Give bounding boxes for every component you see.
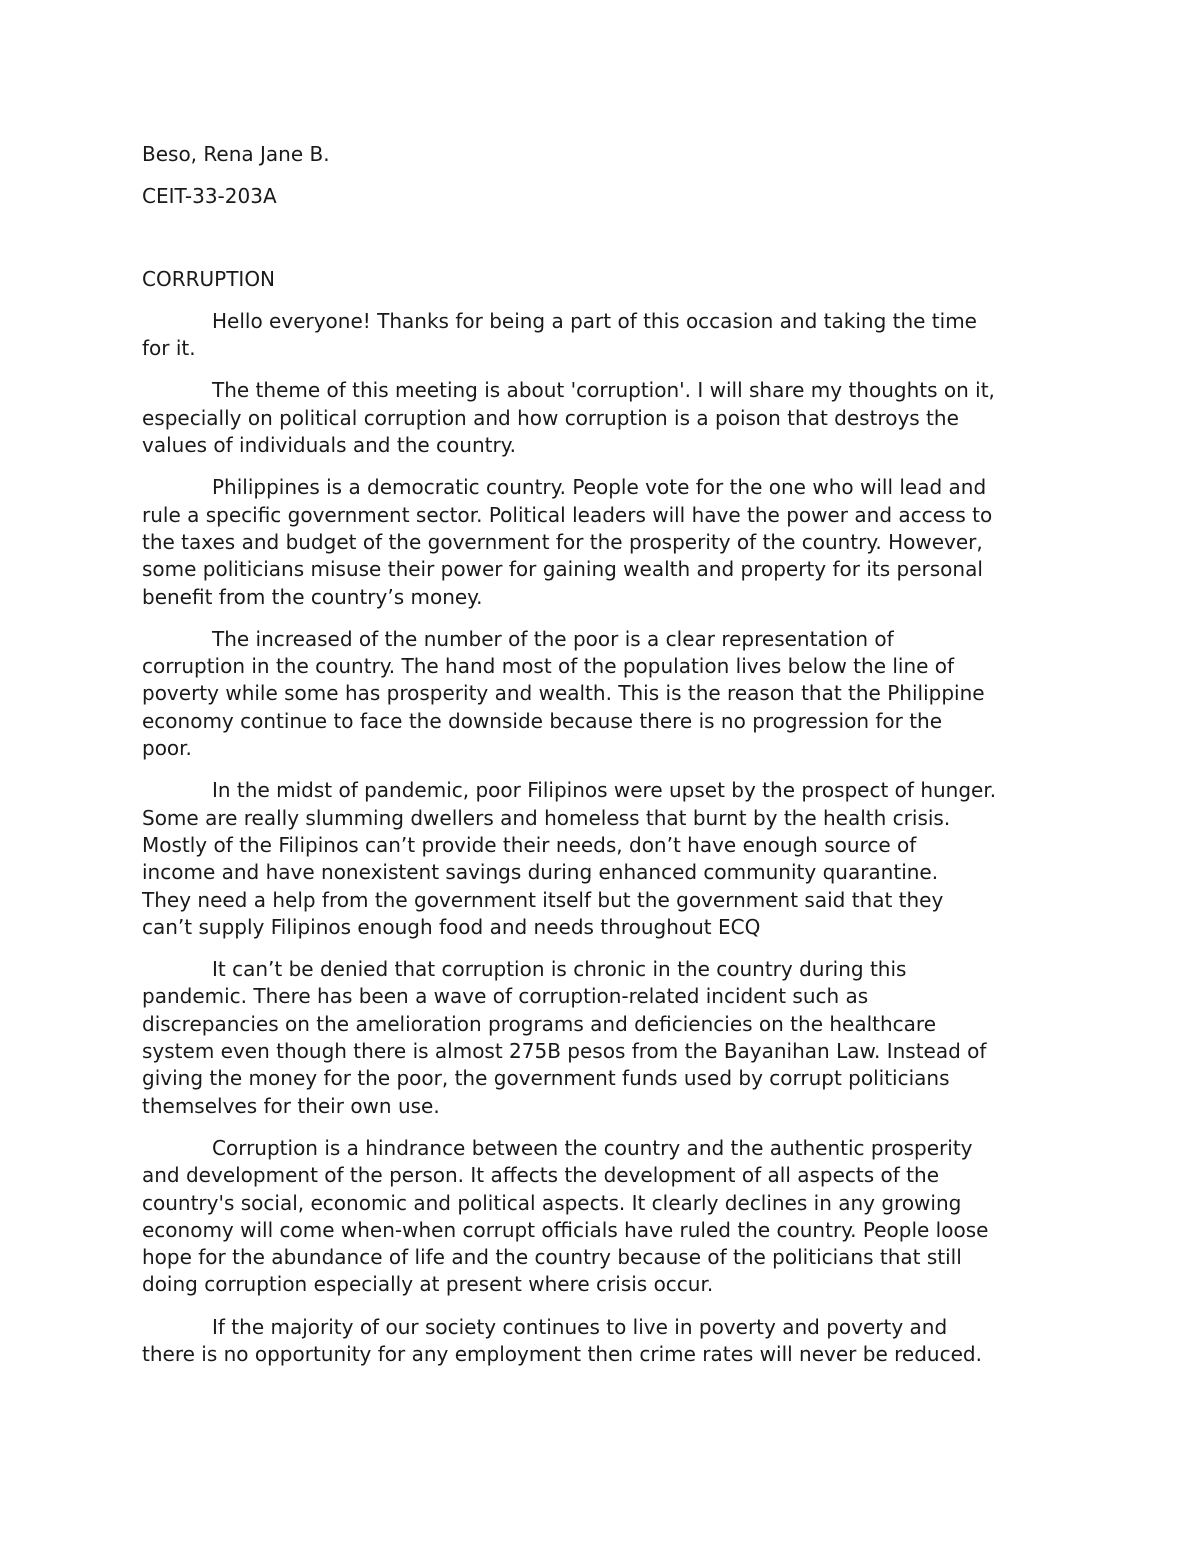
paragraph <box>142 474 1062 610</box>
author-name: Beso, Rena Jane B. <box>142 142 330 166</box>
paragraph-line: doing corruption especially at present where crisis occur. <box>142 1272 714 1297</box>
paragraph-line: Hello everyone! Thanks for being a part of this occasion and taking the time <box>212 308 977 333</box>
paragraph-line: hope for the abundance of life and the country because of the politicians that still <box>142 1245 962 1270</box>
paragraph-line: income and have nonexistent savings during enhanced community quarantine. <box>142 860 939 885</box>
paragraph <box>142 1314 1062 1369</box>
paragraph <box>142 956 1062 1120</box>
paragraph-line: can’t supply Filipinos enough food and needs throughout ECQ <box>142 914 761 939</box>
paragraph-line: corruption in the country. The hand most of the population lives below the line of <box>142 654 955 679</box>
paragraph-line: economy will come when-when corrupt officials have ruled the country. People loose <box>142 1217 989 1242</box>
paragraph <box>142 1135 1062 1299</box>
paragraph-list <box>142 308 1062 1368</box>
paragraph-line: system even though there is almost 275B pesos from the Bayanihan Law. Instead of <box>142 1039 987 1064</box>
paragraph-line: They need a help from the government itself but the government said that they <box>142 887 944 912</box>
paragraph-line: the taxes and budget of the government for the prosperity of the country. However, <box>142 529 983 554</box>
paragraph-line: pandemic. There has been a wave of corruption-related incident such as <box>142 984 869 1009</box>
paragraph-line: benefit from the country’s money. <box>142 584 483 609</box>
paragraph-line: values of individuals and the country. <box>142 433 517 458</box>
paragraph-line: poverty while some has prosperity and wealth. This is the reason that the Philippine <box>142 681 985 706</box>
paragraph-line: and development of the person. It affects the development of all aspects of the <box>142 1163 939 1188</box>
paragraph-line: Philippines is a democratic country. People vote for the one who will lead and <box>212 475 987 500</box>
paragraph-line: Corruption is a hindrance between the country and the authentic prosperity <box>212 1135 973 1160</box>
paragraph-line: giving the money for the poor, the government funds used by corrupt politicians <box>142 1066 950 1091</box>
paragraph-line: In the midst of pandemic, poor Filipinos were upset by the prospect of hunger. <box>212 778 997 803</box>
paragraph <box>142 777 1062 941</box>
paragraph-line: especially on political corruption and how corruption is a poison that destroys the <box>142 405 959 430</box>
paragraph-line: rule a specific government sector. Political leaders will have the power and access to <box>142 502 993 527</box>
paragraph-line: Some are really slumming dwellers and homeless that burnt by the health crisis. <box>142 805 951 830</box>
paragraph-line: poor. <box>142 736 192 761</box>
paragraph-line: The increased of the number of the poor is a clear representation of <box>212 626 894 651</box>
paragraph-line: discrepancies on the amelioration programs and deficiencies on the healthcare <box>142 1011 937 1036</box>
paragraph-line: themselves for their own use. <box>142 1093 440 1118</box>
paragraph <box>142 308 1062 363</box>
document-body <box>142 141 1062 1383</box>
paragraph-line: there is no opportunity for any employment then crime rates will never be reduced. <box>142 1341 982 1366</box>
paragraph-line: country's social, economic and political aspects. It clearly declines in any growing <box>142 1190 962 1215</box>
paragraph-line: for it. <box>142 336 196 361</box>
paragraph-line: economy continue to face the downside because there is no progression for the <box>142 708 943 733</box>
paragraph <box>142 626 1062 762</box>
paragraph-line: If the majority of our society continues to live in poverty and poverty and <box>212 1314 948 1339</box>
paragraph-line: The theme of this meeting is about 'corruption'. I will share my thoughts on it, <box>212 378 995 403</box>
document-title: CORRUPTION <box>142 266 276 291</box>
paragraph-line: Mostly of the Filipinos can’t provide their needs, don’t have enough source of <box>142 832 917 857</box>
paragraph-line: It can’t be denied that corruption is chronic in the country during this <box>212 957 907 982</box>
class-section: CEIT-33-203A <box>142 184 277 209</box>
paragraph-line: some politicians misuse their power for gaining wealth and property for its personal <box>142 557 983 582</box>
paragraph <box>142 377 1062 459</box>
